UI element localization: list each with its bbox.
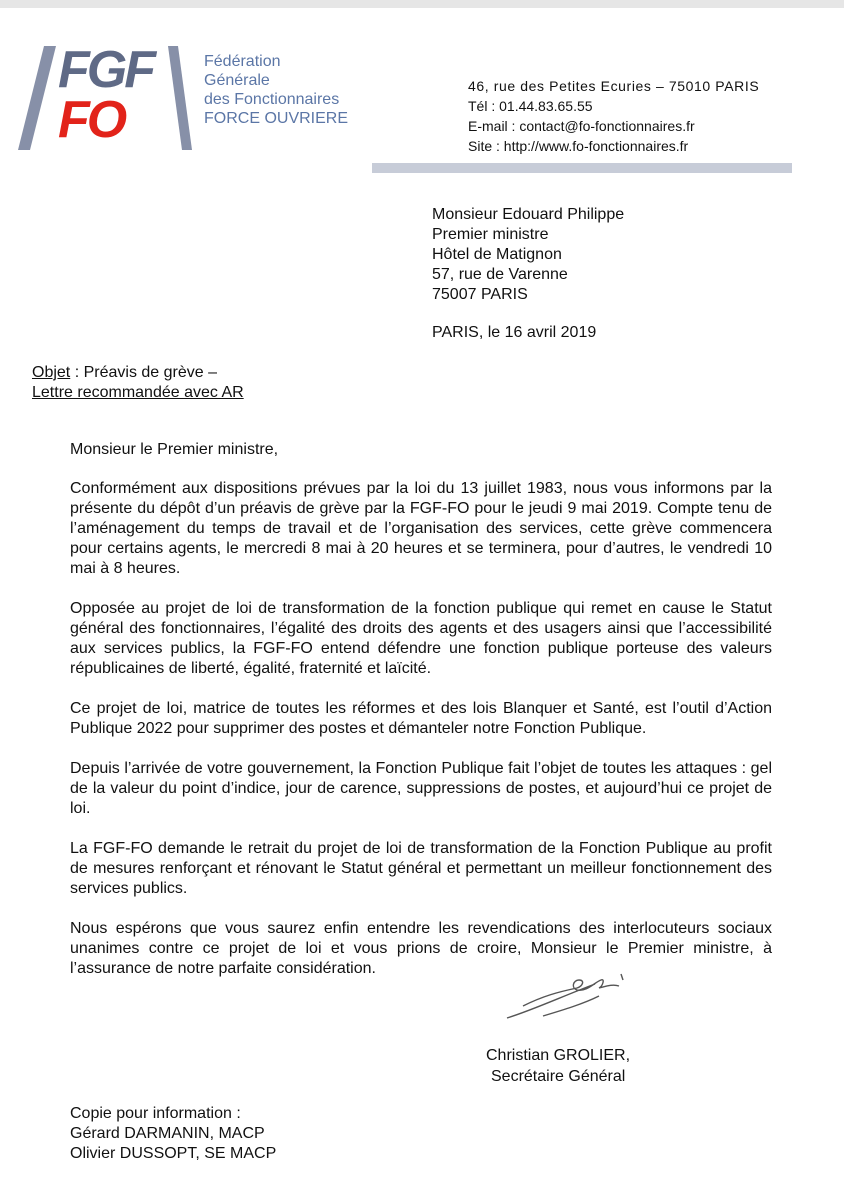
body-paragraph: Conformément aux dispositions prévues par la loi du 13 juillet 1983, nous vous informons par la présente du dépôt d’un préavis de grève par la FGF-FO pour le jeudi 9 mai 2019. Compte tenu de l’aménagement du temps de travail et de l’organisation des services, cette grève commencera pour certains agents, le mercredi 8 mai à 20 heures et se terminera, pour d’autres, le vendredi 10 mai à 8 heures. — [70, 480, 772, 577]
body-paragraph: La FGF-FO demande le retrait du projet de loi de transformation de la Fonction Publique au profit de mesures renforçant et rénovant le Statut général et permettant un meilleur fonctionnement des services publics. — [70, 840, 772, 897]
copy-heading: Copie pour information : — [70, 1105, 241, 1122]
sender-email: E-mail : contact@fo-fonctionnaires.fr — [468, 118, 695, 134]
sender-address: 46, rue des Petites Ecuries – 75010 PARIS — [468, 78, 760, 94]
signatory-name: Christian GROLIER, — [486, 1047, 631, 1064]
recipient-line: Premier ministre — [432, 226, 549, 243]
subject-text: : Préavis de grève – — [70, 364, 217, 381]
signatory-block — [486, 1045, 630, 1087]
recipient-line: Hôtel de Matignon — [432, 246, 562, 263]
recipient-block — [432, 205, 624, 305]
logo-text-fgf: FGF — [58, 41, 153, 99]
subject-delivery: Lettre recommandée avec AR — [32, 384, 244, 401]
sender-phone: Tél : 01.44.83.65.55 — [468, 98, 593, 114]
letter-date: PARIS, le 16 avril 2019 — [432, 324, 597, 341]
subject-block — [32, 363, 244, 403]
recipient-line: 75007 PARIS — [432, 286, 528, 303]
body-paragraph: Ce projet de loi, matrice de toutes les réformes et des lois Blanquer et Santé, est l’outil d’Action Publique 2022 pour supprimer des postes et démanteler notre Fonction Publique. — [70, 700, 772, 737]
handwritten-signature-icon — [503, 966, 633, 1026]
copy-block — [70, 1104, 276, 1164]
recipient-line: 57, rue de Varenne — [432, 266, 568, 283]
body-paragraph: Opposée au projet de loi de transformation de la fonction publique qui remet en cause le Statut général des fonctionnaires, l’égalité des droits des agents et des usagers ainsi que l’accessibilité aux services publics, la FGF-FO entend défendre une fonction publique porteuse des valeurs républicaines de liberté, égalité, fraternité et laïcité. — [70, 600, 772, 677]
copy-recipient: Gérard DARMANIN, MACP — [70, 1125, 265, 1142]
fgf-fo-logo — [18, 38, 198, 153]
federation-line: Fédération — [204, 53, 281, 70]
top-edge — [0, 0, 844, 8]
sender-site: Site : http://www.fo-fonctionnaires.fr — [468, 138, 689, 154]
logo-text-fo: FO — [58, 91, 125, 149]
body-paragraph: Nous espérons que vous saurez enfin entendre les revendications des interlocuteurs sociaux unanimes contre ce projet de loi et vous prions de croire, Monsieur le Premier ministre, à l’assurance de notre parfaite considération. — [70, 920, 772, 977]
subject-label: Objet — [32, 364, 71, 381]
federation-line: Générale — [204, 72, 270, 89]
federation-line: des Fonctionnaires — [204, 91, 340, 108]
copy-recipient: Olivier DUSSOPT, SE MACP — [70, 1145, 277, 1162]
body-paragraph: Depuis l’arrivée de votre gouvernement, la Fonction Publique fait l’objet de toutes les attaques : gel de la valeur du point d’indice, jour de carence, suppressions de postes, et aujourd’hui ce projet de loi. — [70, 760, 772, 817]
salutation: Monsieur le Premier ministre, — [70, 441, 279, 458]
federation-line: FORCE OUVRIERE — [204, 110, 349, 127]
header-divider — [372, 163, 792, 173]
letter-body — [70, 479, 772, 999]
federation-name — [204, 52, 348, 128]
recipient-line: Monsieur Edouard Philippe — [432, 206, 625, 223]
sender-contact-block — [468, 76, 759, 156]
signatory-title: Secrétaire Général — [491, 1068, 626, 1085]
